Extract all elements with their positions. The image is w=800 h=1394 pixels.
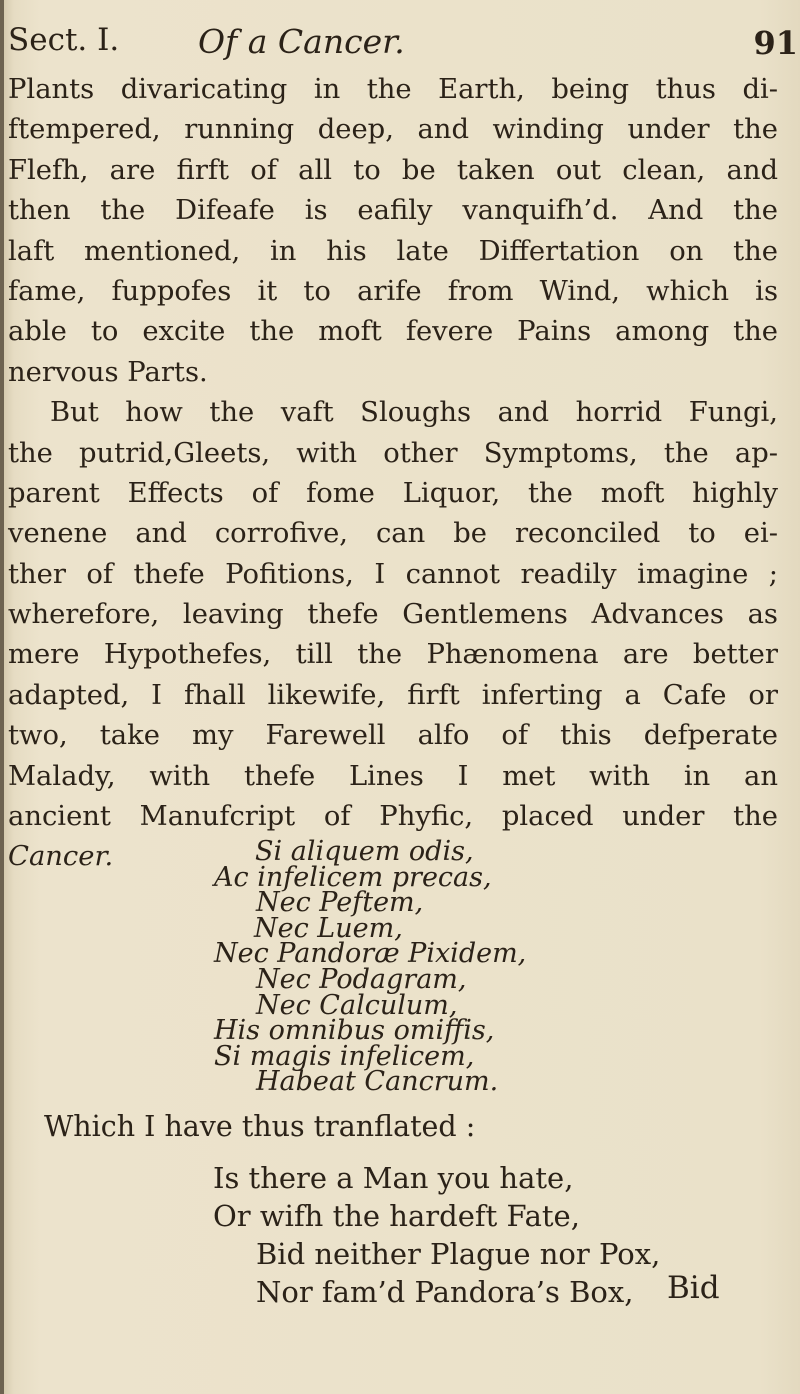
section-label: Sect. I.: [8, 22, 120, 58]
text-line: venene and corrofive, can be reconciled to ei-: [8, 518, 778, 550]
text-line: two, take my Farewell alfo of this defperate: [8, 720, 778, 752]
verse-line: Is there a Man you hate,: [213, 1161, 574, 1195]
verse-line: Bid neither Plague nor Pox,: [256, 1237, 661, 1271]
text-line: Malady, with thefe Lines I met with in an: [8, 760, 778, 792]
text-line: laft mentioned, in his late Differtation on the: [8, 235, 778, 267]
catchword: Bid: [667, 1270, 720, 1306]
text-line: then the Difeafe is eafily vanquifh’d. And the: [8, 195, 778, 227]
poem-line: Nec Podagram,: [256, 964, 467, 995]
verse-line: Or wifh the hardeft Fate,: [213, 1199, 580, 1233]
poem-line: His omnibus omiffis,: [214, 1015, 495, 1047]
poem-line: Nec Calculum,: [256, 989, 458, 1021]
text-line: Cancer.: [8, 841, 114, 873]
poem-line: Si aliquem odis,: [255, 836, 474, 867]
text-line: parent Effects of fome Liquor, the moft highly: [8, 477, 778, 509]
text-line: But how the vaft Sloughs and horrid Fungi,: [50, 397, 778, 429]
text-line: fame, fuppofes it to arife from Wind, which is: [8, 275, 778, 307]
body-text: [8, 70, 778, 878]
verse-line: Nor fam’d Pandora’s Box,: [256, 1275, 634, 1309]
page-number: 91: [753, 24, 798, 62]
poem-line: Nec Pandoræ Pixidem,: [214, 938, 527, 970]
text-line: adapted, I fhall likewife, firft inferting a Cafe or: [8, 679, 778, 711]
poem-line: Nec Luem,: [254, 912, 403, 944]
text-line: able to excite the moft fevere Pains among the: [8, 316, 778, 348]
text-line: the putrid,Gleets, with other Symptoms, the ap-: [8, 437, 778, 469]
text-line: ancient Manufcript of Phyfic, placed under the: [8, 801, 778, 833]
text-line: nervous Parts.: [8, 356, 208, 388]
poem-line: Si magis infelicem,: [214, 1040, 475, 1072]
poem-line: Ac infelicem precas,: [214, 861, 492, 893]
text-line: wherefore, leaving thefe Gentlemens Advances as: [8, 599, 778, 631]
running-header: [8, 22, 800, 72]
text-line: ftempered, running deep, and winding under the: [8, 114, 778, 146]
text-line: Plants divaricating in the Earth, being thus di-: [8, 74, 778, 105]
translation-intro: Which I have thus tranflated :: [44, 1110, 476, 1143]
text-line: Flefh, are firft of all to be taken out clean, and: [8, 154, 778, 186]
page-gutter-shadow: [0, 0, 4, 1394]
poem-line: Habeat Cancrum.: [256, 1066, 499, 1098]
text-line: ther of thefe Pofitions, I cannot readily imagine ;: [8, 558, 778, 590]
text-line: mere Hypothefes, till the Phænomena are better: [8, 639, 778, 671]
poem-line: Nec Peftem,: [256, 887, 424, 919]
chapter-title: Of a Cancer.: [198, 22, 405, 61]
